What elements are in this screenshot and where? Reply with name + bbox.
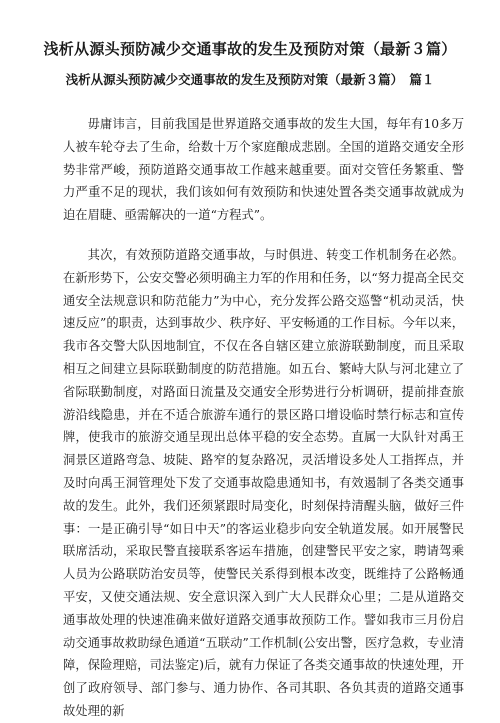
document-title: 浅析从源头预防减少交通事故的发生及预防对策（最新３篇） [43,40,457,58]
body-paragraph: 毋庸讳言，目前我国是世界道路交通事故的发生大国，每年有10多万人被车轮夺去了生命，给数十万个家庭酿成悲剧。全国的道路交通安全形势非常严峻，预防道路交通事故工作越来越重要。面对交管任务繁重、警力严重不足的现状，我们该如何有效预防和快速处置各类交通事故就成为迫在眉睫、亟需解决的一道“方程式”。 [63,117,464,223]
section-heading: 浅析从源头预防减少交通事故的发生及预防对策（最新３篇） 篇１ [65,72,435,87]
body-paragraph: 其次，有效预防道路交通事故，与时俱进、转变工作机制务在必然。在新形势下，公安交警必须明确主力军的作用和任务，以“努力提高全民交通安全法规意识和防范能力”为中心，充分发挥公路交巡警“机动灵活，快速反应”的职责，达到事故少、秩序好、平安畅通的工作目标。今年以来，我市各交警大队因地制宜，不仅在各自辖区建立旅游联勤制度，而且采取相互之间建立县际联勤制度的防范措施。如五台、繁峙大队与河北建立了省际联勤制度，对路面日流量及交通安全形势进行分析调研，提前排查旅游沿线隐患，并在不适合旅游车通行的景区路口增设临时禁行标志和宣传牌，使我市的旅游交通呈现出总体平稳的安全态势。直属一大队针对禹王洞景区道路弯急、坡陡、路窄的复杂路况，灵活增设多处人工指挥点，并及时向禹王洞管理处下发了交通事故隐患通知书，有效遏制了各类交通事故的发生。此外，我们还须紧跟时局变化，时刻保持清醒头脑，做好三件事：一是正确引导“如日中天”的客运业稳步向安全轨道发展。如开展警民联席活动，采取民警直接联系客运车措施，创建警民平安之家，聘请驾乘人员为公路联防治安员等，使警民关系得到根本改变，既维持了公路畅通平安，又使交通法规、安全意识深入到广大人民群众心里；二是从道路交通事故处理的快速准确来做好道路交通事故预防工作。譬如我市三月份启动交通事故救助绿色通道“五联动”工作机制(公安出警，医疗急救，专业清障，保险理赔，司法鉴定)后，就有力保证了各类交通事故的快速处理，开创了政府领导、部门参与、通力协作、各司其职、各负其责的道路交通事故处理的新 [63,248,464,718]
